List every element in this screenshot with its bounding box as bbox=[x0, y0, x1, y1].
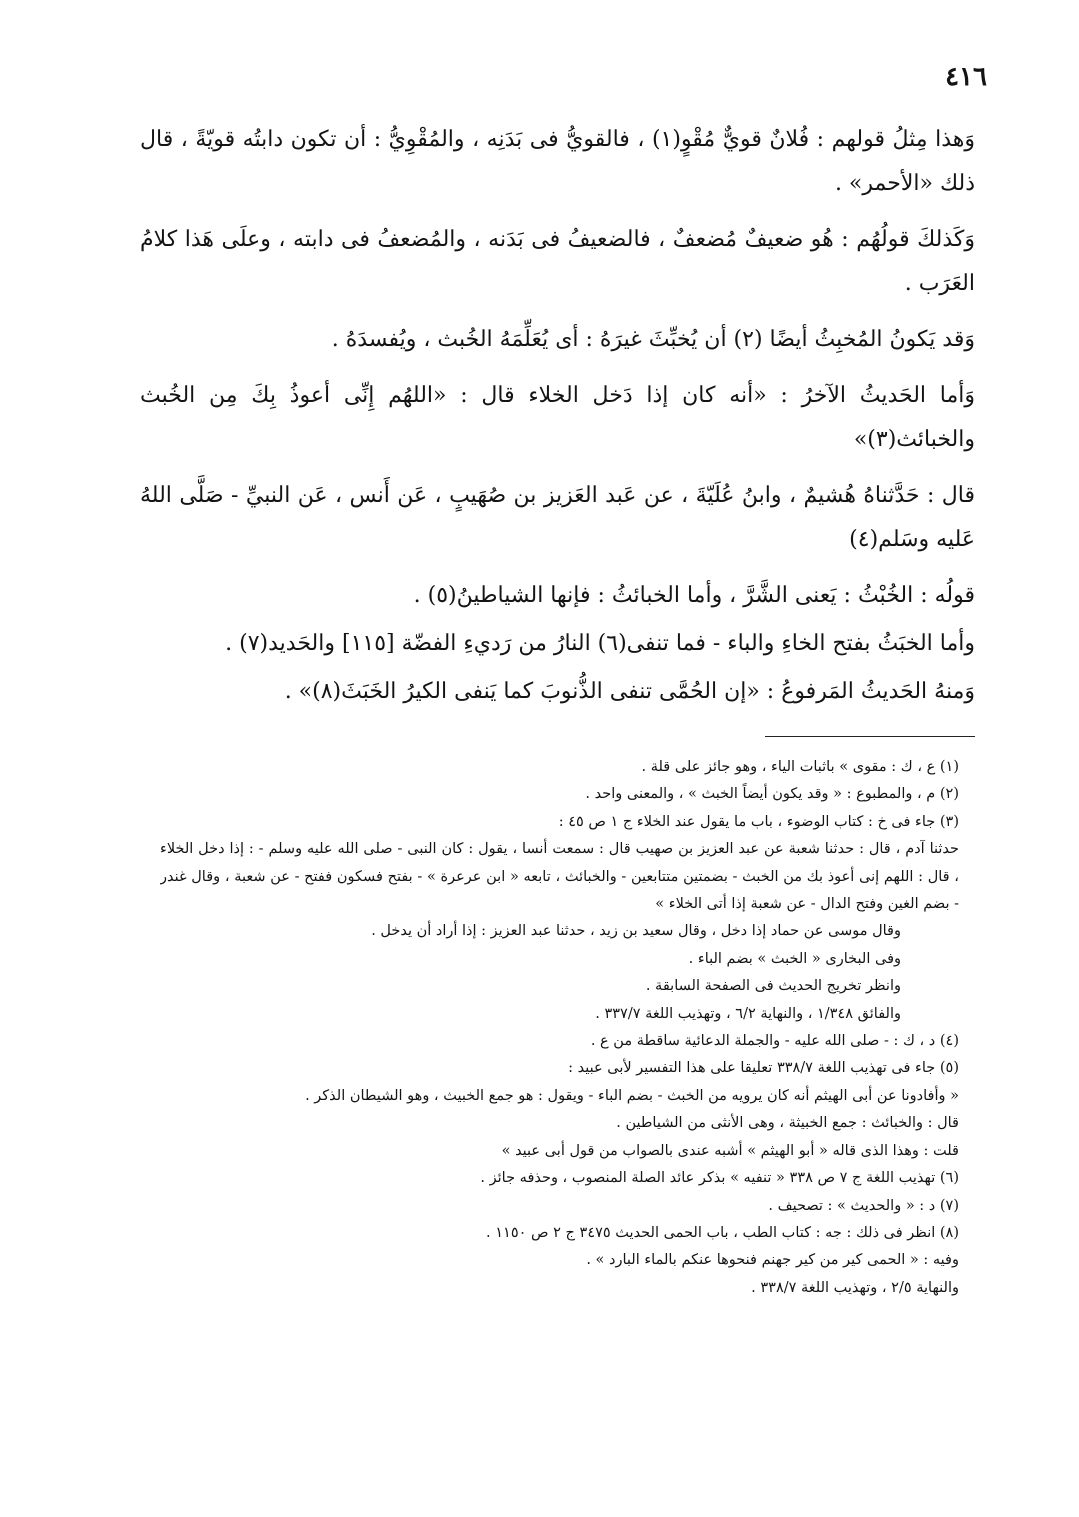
paragraph: وَقد يَكونُ المُخبِثُ أيضًا (٢) أن يُخبِّثَ غيرَهُ : أى يُعَلِّمَهُ الخُبث ، ويُفسدَهُ . bbox=[331, 327, 975, 352]
footnote: (٦) تهذيب اللغة ج ٧ ص ٣٣٨ « تنفيه » بذكر عائد الصلة المنصوب ، وحذفه جائز . bbox=[480, 1170, 959, 1187]
footnotes bbox=[160, 754, 959, 1302]
footnote: (٥) جاء فى تهذيب اللغة ٣٣٨/٧ تعليقا على هذا التفسير لأبى عبيد : bbox=[568, 1060, 959, 1077]
footnote: قلت : وهذا الذى قاله « أبو الهيثم » أشبه عندى بالصواب من قول أبى عبيد » bbox=[501, 1142, 959, 1159]
footnote: والفائق ١/٣٤٨ ، والنهاية ٦/٢ ، وتهذيب اللغة ٣٣٧/٧ . bbox=[595, 1005, 901, 1022]
paragraph: قال : حَدَّثناهُ هُشيمٌ ، وابنُ عُلَيّةَ ، عن عَبد العَزيز بن صُهَيبٍ ، عَن أَنس ، عَن النبيِّ - صَلَّى اللهُ عَليه وسَلم(٤) bbox=[140, 483, 975, 552]
footnote: وقال موسى عن حماد إذا دخل ، وقال سعيد بن زيد ، حدثنا عبد العزيز : إذا أراد أن يدخل . bbox=[371, 923, 901, 940]
footnote: (٢) م ، والمطبوع : « وقد يكون أيضاً الخبث » ، والمعنى واحد . bbox=[585, 786, 959, 803]
footnote: (٤) د ، ك : - صلى الله عليه - والجملة الدعائية ساقطة من ع . bbox=[590, 1033, 959, 1050]
paragraph: وَمنهُ الحَديثُ المَرفوعُ : «إن الحُمَّى تنفى الذُّنوبَ كما يَنفى الكيرُ الخَبَثَ(٨)» . bbox=[284, 679, 975, 704]
paragraph: قولُه : الخُبْثُ : يَعنى الشَّرَّ ، وأما الخبائثُ : فإنها الشياطينُ(٥) . bbox=[413, 583, 975, 608]
paragraph: وأما الخبَثُ بفتح الخاءِ والباء - فما تنفى(٦) النارُ من رَديءِ الفضّة [١١٥] والحَديد(٧) . bbox=[225, 631, 975, 656]
footnote: والنهاية ٢/٥ ، وتهذيب اللغة ٣٣٨/٧ . bbox=[751, 1279, 959, 1296]
page-number: ٤١٦ bbox=[945, 62, 987, 92]
footnote: حدثنا آدم ، قال : حدثنا شعبة عن عبد العزيز بن صهيب قال : سمعت أنسا ، يقول : كان النبى - صلى الله عليه وسلم - : إذا دخل الخلاء ، قال : اللهم إنى أعوذ بك من الخبث - بضمتين متتابعين - والخبائث ، تابعه « ابن عرعرة » - بفتح فسكون ففتح - عن شعبة ، وقال غندر - بضم الغين وفتح الدال - عن شعبة إذا أتى الخلاء » bbox=[160, 841, 959, 913]
main-text bbox=[140, 118, 975, 718]
footnote: (١) ع ، ك : مقوى » باثبات الياء ، وهو جائز على قلة . bbox=[641, 759, 959, 775]
footnote: (٨) انظر فى ذلك : جه : كتاب الطب ، باب الحمى الحديث ٣٤٧٥ ج ٢ ص ١١٥٠ . bbox=[486, 1224, 959, 1241]
paragraph: وَكَذلكَ قولُهُم : هُو ضعيفٌ مُضعفٌ ، فالضعيفُ فى بَدَنه ، والمُضعفُ فى دابته ، وعلَى هَذا كلامُ العَرَب . bbox=[140, 227, 975, 296]
footnote: « وأفادونا عن أبى الهيثم أنه كان يرويه من الخبث - بضم الباء - ويقول : هو جمع الخبيث ، وهو الشيطان الذكر . bbox=[305, 1087, 959, 1104]
footnote: وانظر تخريج الحديث فى الصفحة السابقة . bbox=[645, 978, 901, 995]
footnote: وفيه : « الحمى كير من كير جهنم فنحوها عنكم بالماء البارد » . bbox=[586, 1252, 959, 1269]
footnote: (٣) جاء فى خ : كتاب الوضوء ، باب ما يقول عند الخلاء ج ١ ص ٤٥ : bbox=[558, 813, 959, 830]
footnote: قال : والخبائث : جمع الخبيثة ، وهى الأنثى من الشياطين . bbox=[616, 1115, 959, 1132]
footnote: (٧) د : « والحديث » : تصحيف . bbox=[768, 1197, 959, 1214]
paragraph: وَأما الحَديثُ الآخرُ : «أنه كان إذا دَخل الخلاء قال : «اللهُم إِنِّى أعوذُ بِكَ مِن الخُبث والخبائث(٣)» bbox=[140, 383, 975, 452]
paragraph: وَهذا مِثلُ قولهم : فُلانٌ قويٌّ مُقْوٍ(١) ، فالقويُّ فى بَدَنِه ، والمُقْوِيُّ : أن تكون دابتُه قويّةً ، قال ذلك «الأحمر» . bbox=[140, 127, 975, 196]
footnote: وفى البخارى « الخبث » بضم الباء . bbox=[688, 950, 901, 967]
footnote-separator bbox=[765, 736, 975, 737]
